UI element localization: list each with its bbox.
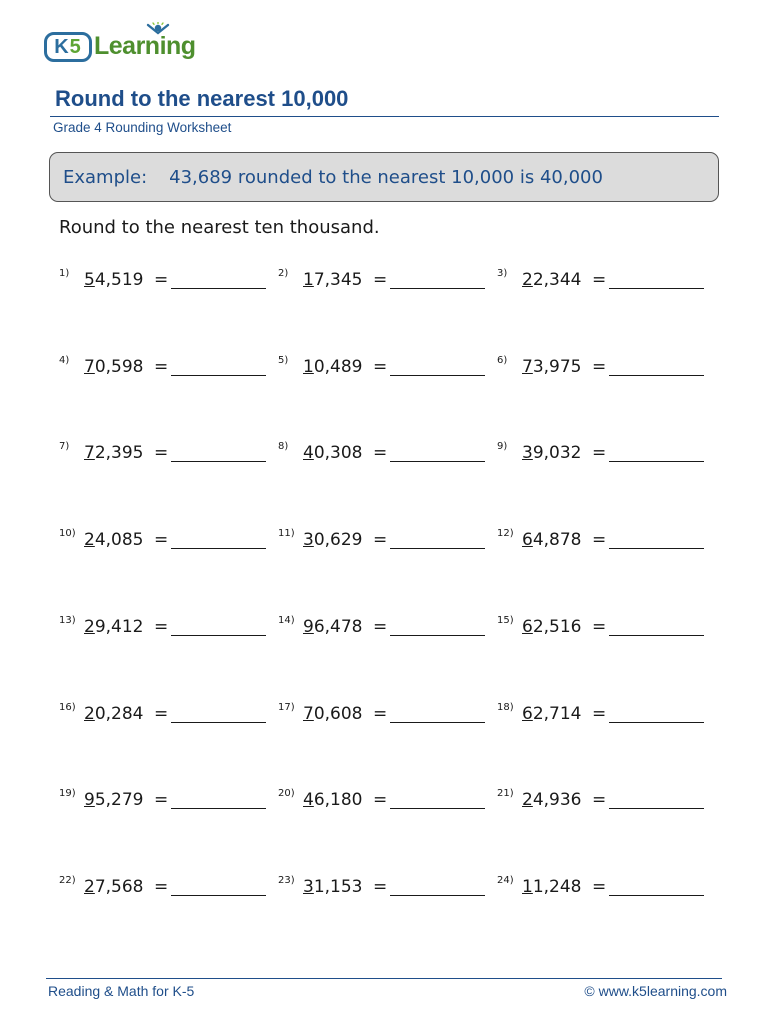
problem-number: 13) (59, 614, 76, 626)
equals-sign: = (373, 443, 388, 464)
problem-value (84, 530, 144, 550)
remaining-digits: 5,279 (94, 790, 144, 811)
answer-blank[interactable] (171, 461, 266, 462)
remaining-digits: 4,519 (94, 270, 144, 290)
problem-value (303, 357, 363, 377)
equals-sign: = (154, 443, 169, 464)
problem-item (278, 441, 488, 467)
example-text: 43,689 rounded to the nearest 10,000 is 40,000 (169, 166, 603, 188)
equals-sign: = (154, 616, 169, 637)
problem-value (303, 270, 363, 290)
problem-number: 5) (278, 354, 289, 366)
remaining-digits: 0,308 (313, 443, 363, 464)
equals-sign: = (592, 443, 607, 464)
equals-sign: = (592, 530, 607, 551)
problem-value (84, 270, 144, 290)
equals-sign: = (154, 530, 169, 551)
equals-sign: = (592, 356, 607, 377)
answer-blank[interactable] (609, 635, 704, 636)
answer-blank[interactable] (390, 548, 485, 549)
title-divider (50, 116, 719, 117)
answer-blank[interactable] (171, 808, 266, 809)
problem-value (522, 443, 582, 463)
ten-thousands-digit: 2 (84, 876, 95, 897)
problem-number: 18) (497, 701, 514, 713)
remaining-digits: 6,478 (313, 616, 363, 637)
ten-thousands-digit: 4 (303, 443, 314, 464)
equals-sign: = (592, 790, 607, 811)
k5-badge: K 5 (44, 32, 92, 62)
remaining-digits: 4,936 (532, 790, 582, 811)
answer-blank[interactable] (171, 288, 266, 289)
ten-thousands-digit: 2 (522, 270, 533, 290)
problem-number: 23) (278, 874, 295, 886)
remaining-digits: 4,085 (94, 530, 144, 551)
problem-number: 6) (497, 354, 508, 366)
problem-value (303, 704, 363, 724)
ten-thousands-digit: 2 (522, 790, 533, 811)
ten-thousands-digit: 6 (522, 616, 533, 637)
footer-divider (46, 978, 722, 979)
problem-value (522, 270, 582, 290)
answer-blank[interactable] (609, 461, 704, 462)
answer-blank[interactable] (609, 548, 704, 549)
problem-value (84, 704, 144, 724)
ten-thousands-digit: 7 (522, 356, 533, 377)
problem-item (59, 268, 269, 294)
ten-thousands-digit: 9 (84, 790, 95, 811)
problem-item (497, 441, 707, 467)
ten-thousands-digit: 2 (84, 530, 95, 551)
equals-sign: = (154, 790, 169, 811)
person-arms-up-icon (143, 22, 173, 44)
ten-thousands-digit: 3 (303, 530, 314, 551)
ten-thousands-digit: 2 (84, 616, 95, 637)
problem-item (497, 788, 707, 814)
problem-value (84, 357, 144, 377)
answer-blank[interactable] (609, 375, 704, 376)
problem-number: 9) (497, 441, 508, 453)
page-subtitle: Grade 4 Rounding Worksheet (53, 120, 232, 135)
ten-thousands-digit: 3 (522, 443, 533, 464)
problem-value (522, 617, 582, 637)
answer-blank[interactable] (171, 722, 266, 723)
problem-number: 1) (59, 268, 70, 279)
remaining-digits: 4,878 (532, 530, 582, 551)
remaining-digits: 7,568 (94, 876, 144, 897)
problem-item (278, 268, 488, 294)
equals-sign: = (592, 703, 607, 724)
problem-value (303, 790, 363, 810)
ten-thousands-digit: 6 (522, 703, 533, 724)
remaining-digits: 0,598 (94, 356, 144, 377)
answer-blank[interactable] (390, 808, 485, 809)
ten-thousands-digit: 9 (303, 616, 314, 637)
instructions: Round to the nearest ten thousand. (59, 217, 380, 238)
equals-sign: = (373, 356, 388, 377)
problem-item (278, 528, 488, 554)
problem-number: 20) (278, 788, 295, 800)
equals-sign: = (154, 876, 169, 897)
problem-item (497, 702, 707, 728)
remaining-digits: 1,248 (532, 876, 582, 897)
answer-blank[interactable] (390, 722, 485, 723)
remaining-digits: 7,345 (313, 270, 363, 290)
footer-tagline: Reading & Math for K-5 (48, 983, 195, 999)
answer-blank[interactable] (609, 722, 704, 723)
answer-blank[interactable] (171, 375, 266, 376)
remaining-digits: 0,489 (313, 356, 363, 377)
problem-item (59, 528, 269, 554)
footer-copyright: © www.k5learning.com (584, 983, 727, 999)
answer-blank[interactable] (390, 461, 485, 462)
equals-sign: = (373, 790, 388, 811)
ten-thousands-digit: 7 (84, 443, 95, 464)
problem-item (278, 355, 488, 381)
remaining-digits: 0,284 (94, 703, 144, 724)
problem-number: 12) (497, 528, 514, 540)
equals-sign: = (154, 703, 169, 724)
equals-sign: = (154, 270, 169, 290)
ten-thousands-digit: 7 (303, 703, 314, 724)
problem-number: 19) (59, 788, 76, 800)
remaining-digits: 9,412 (94, 616, 144, 637)
ten-thousands-digit: 2 (84, 703, 95, 724)
remaining-digits: 1,153 (313, 876, 363, 897)
problem-value (303, 617, 363, 637)
problem-item (497, 268, 707, 294)
problem-value (522, 530, 582, 550)
k5-learning-logo (44, 22, 204, 66)
ten-thousands-digit: 7 (84, 356, 95, 377)
problem-item (497, 615, 707, 641)
problem-number: 17) (278, 701, 295, 713)
problem-value (303, 443, 363, 463)
problem-number: 8) (278, 441, 289, 453)
problem-number: 3) (497, 268, 508, 279)
answer-blank[interactable] (171, 548, 266, 549)
remaining-digits: 0,608 (313, 703, 363, 724)
equals-sign: = (592, 876, 607, 897)
problem-number: 16) (59, 701, 76, 713)
remaining-digits: 3,975 (532, 356, 582, 377)
remaining-digits: 2,395 (94, 443, 144, 464)
problem-value (303, 877, 363, 897)
ten-thousands-digit: 1 (303, 270, 314, 290)
answer-blank[interactable] (390, 288, 485, 289)
answer-blank[interactable] (390, 635, 485, 636)
answer-blank[interactable] (171, 895, 266, 896)
problem-value (522, 704, 582, 724)
problem-item (59, 355, 269, 381)
equals-sign: = (154, 356, 169, 377)
equals-sign: = (373, 270, 388, 290)
problem-value (522, 877, 582, 897)
page-title: Round to the nearest 10,000 (55, 86, 349, 111)
problem-value (522, 357, 582, 377)
equals-sign: = (373, 703, 388, 724)
equals-sign: = (592, 616, 607, 637)
answer-blank[interactable] (609, 288, 704, 289)
answer-blank[interactable] (390, 895, 485, 896)
ten-thousands-digit: 1 (522, 876, 533, 897)
problem-item (59, 788, 269, 814)
problem-number: 4) (59, 354, 70, 366)
problem-item (59, 615, 269, 641)
problem-value (84, 790, 144, 810)
ten-thousands-digit: 4 (303, 790, 314, 811)
problem-number: 11) (278, 528, 295, 540)
ten-thousands-digit: 5 (84, 270, 95, 290)
logo-wordmark: Learning (94, 32, 196, 60)
answer-blank[interactable] (390, 375, 485, 376)
answer-blank[interactable] (171, 635, 266, 636)
remaining-digits: 9,032 (532, 443, 582, 464)
problem-item (497, 875, 707, 901)
problem-item (278, 615, 488, 641)
answer-blank[interactable] (609, 808, 704, 809)
problem-item (278, 875, 488, 901)
ten-thousands-digit: 6 (522, 530, 533, 551)
problem-number: 7) (59, 441, 70, 453)
remaining-digits: 2,714 (532, 703, 582, 724)
problem-number: 15) (497, 614, 514, 626)
problem-value (303, 530, 363, 550)
problem-item (497, 355, 707, 381)
problem-item (497, 528, 707, 554)
problem-item (59, 875, 269, 901)
equals-sign: = (373, 616, 388, 637)
problem-item (278, 788, 488, 814)
problem-number: 22) (59, 874, 76, 886)
problem-number: 21) (497, 788, 514, 800)
answer-blank[interactable] (609, 895, 704, 896)
example-box (49, 152, 719, 202)
remaining-digits: 0,629 (313, 530, 363, 551)
problem-value (522, 790, 582, 810)
problem-number: 24) (497, 874, 514, 886)
problem-value (84, 617, 144, 637)
ten-thousands-digit: 1 (303, 356, 314, 377)
problem-item (59, 702, 269, 728)
problem-value (84, 877, 144, 897)
remaining-digits: 2,344 (532, 270, 582, 290)
equals-sign: = (373, 876, 388, 897)
problem-item (59, 441, 269, 467)
problem-number: 2) (278, 268, 289, 279)
problem-number: 10) (59, 528, 76, 540)
remaining-digits: 6,180 (313, 790, 363, 811)
problem-number: 14) (278, 614, 295, 626)
equals-sign: = (373, 530, 388, 551)
remaining-digits: 2,516 (532, 616, 582, 637)
problem-value (84, 443, 144, 463)
equals-sign: = (592, 270, 607, 290)
example-label: Example: (63, 166, 148, 188)
problem-item (278, 702, 488, 728)
ten-thousands-digit: 3 (303, 876, 314, 897)
